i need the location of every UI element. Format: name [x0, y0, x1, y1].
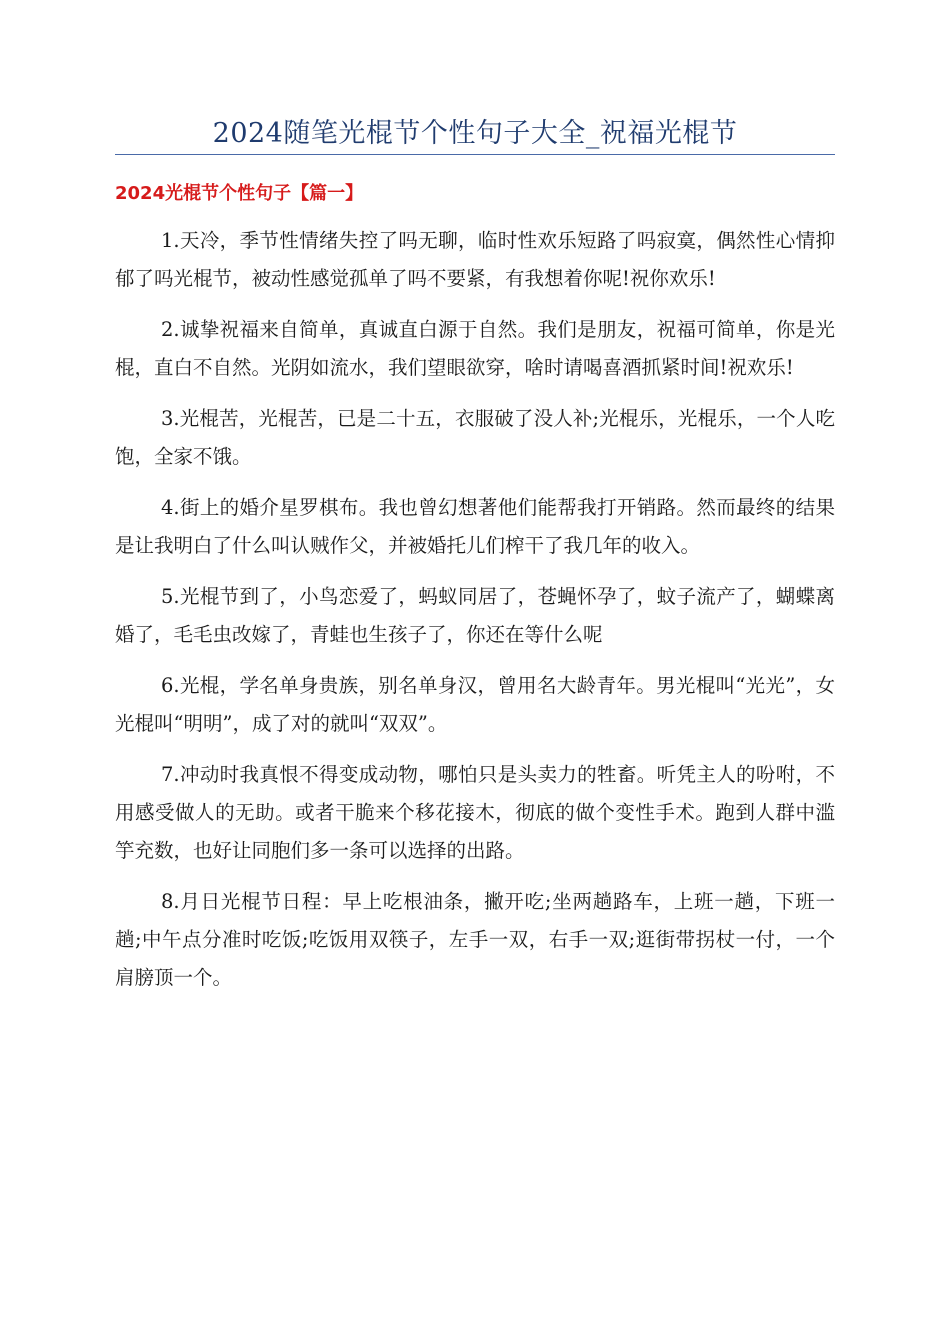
- paragraph-6: 6.光棍，学名单身贵族，别名单身汉，曾用名大龄青年。男光棍叫“光光”，女光棍叫“明明”，成了对的就叫“双双”。: [115, 674, 835, 735]
- paragraph-2: 2.诚挚祝福来自简单，真诚直白源于自然。我们是朋友，祝福可简单，你是光棍，直白不自然。光阴如流水，我们望眼欲穿，啥时请喝喜酒抓紧时间!祝欢乐!: [115, 318, 835, 379]
- paragraph-8: 8.月日光棍节日程：早上吃根油条，撇开吃;坐两趟路车，上班一趟，下班一趟;中午点分准时吃饭;吃饭用双筷子，左手一双，右手一双;逛街带拐杖一付，一个肩膀顶一个。: [115, 890, 835, 989]
- paragraph-1: 1.天冷，季节性情绪失控了吗无聊，临时性欢乐短路了吗寂寞，偶然性心情抑郁了吗光棍节，被动性感觉孤单了吗不要紧，有我想着你呢!祝你欢乐!: [115, 229, 835, 290]
- paragraph-7: 7.冲动时我真恨不得变成动物，哪怕只是头卖力的牲畜。听凭主人的吩咐，不用感受做人的无助。或者干脆来个移花接木，彻底的做个变性手术。跑到人群中滥竽充数，也好让同胞们多一条可以选择的出路。: [115, 763, 835, 862]
- title-underline: [115, 154, 835, 155]
- document-body: [115, 222, 835, 1010]
- document-title: 2024随笔光棍节个性句子大全_祝福光棍节: [212, 118, 738, 149]
- paragraph-4: 4.街上的婚介星罗棋布。我也曾幻想著他们能帮我打开销路。然而最终的结果是让我明白了什么叫认贼作父，并被婚托儿们榨干了我几年的收入。: [115, 496, 835, 557]
- paragraph-5: 5.光棍节到了，小鸟恋爱了，蚂蚁同居了，苍蝇怀孕了，蚊子流产了，蝴蝶离婚了，毛毛虫改嫁了，青蛙也生孩子了，你还在等什么呢: [115, 585, 835, 646]
- paragraph-3: 3.光棍苦，光棍苦，已是二十五，衣服破了没人补;光棍乐，光棍乐，一个人吃饱，全家不饿。: [115, 407, 835, 468]
- section-heading: 2024光棍节个性句子【篇一】: [115, 183, 364, 204]
